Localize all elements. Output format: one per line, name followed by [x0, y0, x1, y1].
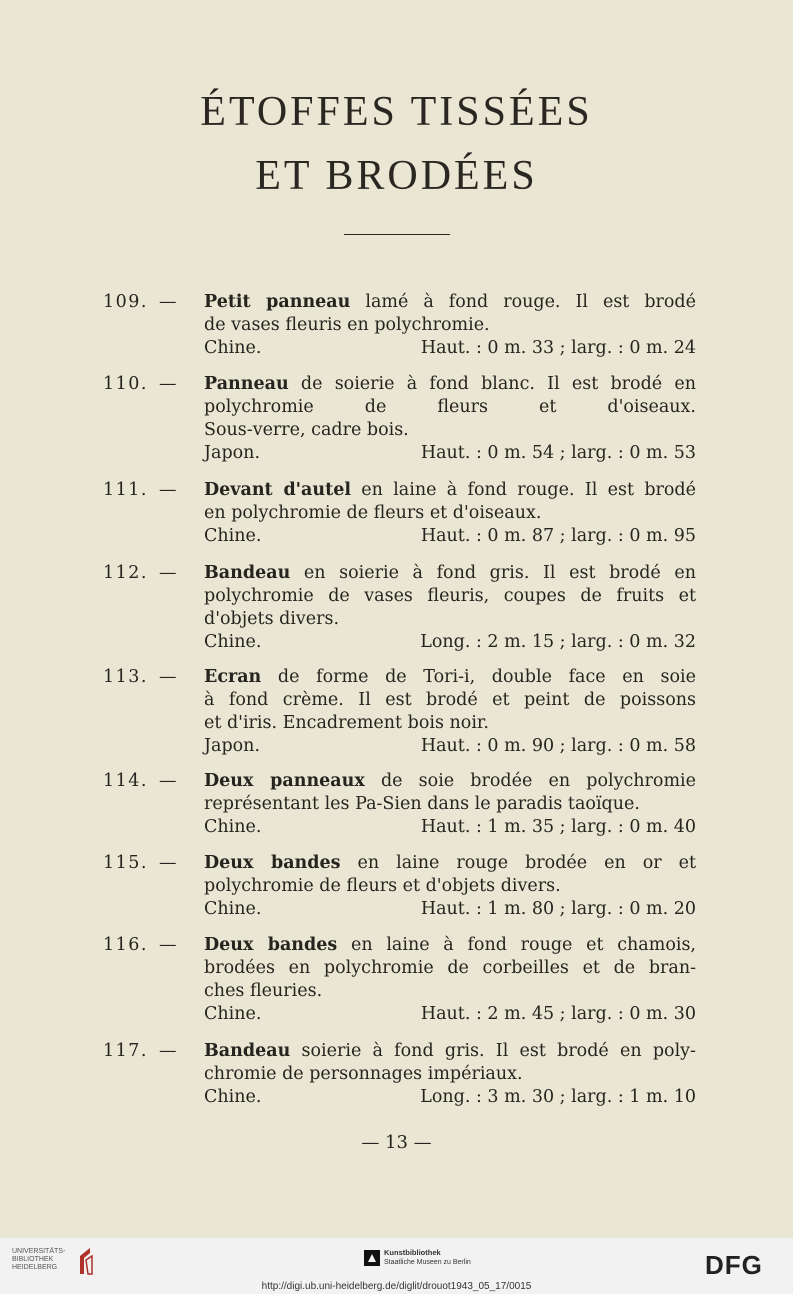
lot-heading: Deux bandes: [204, 935, 338, 955]
lot-number: 113.: [103, 667, 148, 687]
lot-heading: Panneau: [204, 374, 289, 394]
lot-dimensions: Long. : 3 m. 30 ; larg. : 1 m. 10: [420, 1087, 696, 1107]
description-text: lamé à fond rouge. Il est brodé: [365, 292, 696, 312]
origin-dimensions-row: [204, 631, 696, 654]
origin-dimensions-row: [204, 898, 696, 921]
lot-dash: —: [159, 667, 177, 687]
lot-origin: Chine.: [204, 817, 262, 837]
digitization-footer: [0, 1238, 793, 1294]
lot-number: 117.: [103, 1041, 148, 1061]
description-line: à fond crème. Il est brodé et peint de poissons: [204, 690, 696, 710]
lot-heading: Deux panneaux: [204, 771, 365, 791]
lot-description: [204, 934, 696, 1026]
lot-origin: Japon.: [204, 443, 261, 463]
ub-line: BIBLIOTHEK: [12, 1256, 54, 1263]
description-line: en polychromie de fleurs et d'oiseaux.: [204, 503, 542, 523]
description-line: [204, 479, 696, 502]
lot-heading: Devant d'autel: [204, 480, 351, 500]
description-line: polychromie de fleurs et d'oiseaux.: [204, 397, 696, 417]
dfg-logo: DFG: [705, 1250, 763, 1280]
lot-description: [204, 770, 696, 839]
description-line: représentant les Pa-Sien dans le paradis taoïque.: [204, 794, 640, 814]
description-line: d'objets divers.: [204, 609, 340, 629]
origin-dimensions-row: [204, 1086, 696, 1109]
lot-dimensions: Haut. : 0 m. 33 ; larg. : 0 m. 24: [420, 338, 696, 358]
lot-heading: Bandeau: [204, 563, 291, 583]
lot-dash: —: [159, 771, 177, 791]
lot-number: 109.: [103, 292, 148, 312]
lot-heading: Bandeau: [204, 1041, 291, 1061]
description-text: soierie à fond gris. Il est brodé en poly-: [301, 1041, 696, 1061]
lot-description: [204, 666, 696, 758]
lot-description: [204, 1040, 696, 1109]
description-text: de soie brodée en polychromie: [380, 771, 696, 791]
source-url[interactable]: http://digi.ub.uni-heidelberg.de/diglit/drouot1943_05_17/0015: [261, 1281, 532, 1292]
lot-dimensions: Haut. : 2 m. 45 ; larg. : 0 m. 30: [420, 1004, 696, 1024]
ub-heidelberg-label: [12, 1248, 65, 1272]
description-line: Sous-verre, cadre bois.: [204, 420, 409, 440]
lot-number: 111.: [103, 480, 148, 500]
lot-dimensions: Haut. : 1 m. 35 ; larg. : 0 m. 40: [420, 817, 696, 837]
page-number: — 13 —: [361, 1132, 432, 1153]
lot-description: [204, 852, 696, 921]
description-line: [204, 770, 696, 793]
lot-origin: Japon.: [204, 736, 261, 756]
title-divider: [344, 234, 450, 235]
description-line: [204, 666, 696, 689]
description-line: [204, 562, 696, 585]
description-line: [204, 852, 696, 875]
description-line: [204, 291, 696, 314]
origin-dimensions-row: [204, 735, 696, 758]
lot-dimensions: Haut. : 1 m. 80 ; larg. : 0 m. 20: [420, 899, 696, 919]
lot-number: 114.: [103, 771, 148, 791]
lot-description: [204, 373, 696, 465]
lot-description: [204, 562, 696, 654]
lot-number: 116.: [103, 935, 148, 955]
lot-origin: Chine.: [204, 899, 262, 919]
description-line: [204, 934, 696, 957]
page-title-line-2: ET BRODÉES: [255, 153, 538, 199]
page-title-line-1: ÉTOFFES TISSÉES: [200, 89, 593, 135]
lot-number: 115.: [103, 853, 148, 873]
description-text: de soierie à fond blanc. Il est brodé en: [300, 374, 696, 394]
lot-dash: —: [159, 1041, 177, 1061]
lot-number: 110.: [103, 374, 148, 394]
description-line: chromie de personnages impériaux.: [204, 1064, 523, 1084]
kunstbibliothek-label: [384, 1248, 471, 1267]
description-line: [204, 373, 696, 396]
lot-heading: Ecran: [204, 667, 262, 687]
origin-dimensions-row: [204, 442, 696, 465]
description-line: et d'iris. Encadrement bois noir.: [204, 713, 489, 733]
origin-dimensions-row: [204, 816, 696, 839]
description-text: de forme de Tori-i, double face en soie: [277, 667, 696, 687]
lot-dash: —: [159, 292, 177, 312]
kunstbibliothek-logo-icon: [364, 1250, 380, 1266]
lot-dash: —: [159, 480, 177, 500]
lot-dimensions: Haut. : 0 m. 90 ; larg. : 0 m. 58: [420, 736, 696, 756]
lot-origin: Chine.: [204, 1087, 262, 1107]
description-line: brodées en polychromie de corbeilles et de bran-: [204, 958, 696, 978]
lot-description: [204, 291, 696, 360]
lot-origin: Chine.: [204, 526, 262, 546]
ub-heidelberg-logo-icon: [76, 1246, 94, 1276]
lot-origin: Chine.: [204, 338, 262, 358]
kb-title: Kunstbibliothek: [384, 1248, 441, 1257]
description-text: en laine rouge brodée en or et: [357, 853, 696, 873]
lot-dash: —: [159, 374, 177, 394]
origin-dimensions-row: [204, 525, 696, 548]
lot-dash: —: [159, 853, 177, 873]
origin-dimensions-row: [204, 337, 696, 360]
lot-heading: Petit panneau: [204, 292, 351, 312]
lot-dimensions: Long. : 2 m. 15 ; larg. : 0 m. 32: [420, 632, 696, 652]
lot-dimensions: Haut. : 0 m. 54 ; larg. : 0 m. 53: [420, 443, 696, 463]
origin-dimensions-row: [204, 1003, 696, 1026]
lot-dimensions: Haut. : 0 m. 87 ; larg. : 0 m. 95: [420, 526, 696, 546]
kb-subtitle: Staatliche Museen zu Berlin: [384, 1259, 471, 1266]
description-line: polychromie de fleurs et d'objets divers.: [204, 876, 561, 896]
description-line: [204, 1040, 696, 1063]
lot-dash: —: [159, 563, 177, 583]
description-line: de vases fleuris en polychromie.: [204, 315, 490, 335]
description-line: polychromie de vases fleuris, coupes de fruits et: [204, 586, 696, 606]
lot-description: [204, 479, 696, 548]
description-text: en laine à fond rouge et chamois,: [350, 935, 696, 955]
description-text: en soierie à fond gris. Il est brodé en: [303, 563, 696, 583]
description-line: ches fleuries.: [204, 981, 323, 1001]
lot-number: 112.: [103, 563, 148, 583]
description-text: en laine à fond rouge. Il est brodé: [361, 480, 696, 500]
lot-dash: —: [159, 935, 177, 955]
ub-line: HEIDELBERG: [12, 1264, 58, 1271]
lot-origin: Chine.: [204, 632, 262, 652]
lot-heading: Deux bandes: [204, 853, 341, 873]
ub-line: UNIVERSITÄTS-: [12, 1248, 66, 1255]
lot-origin: Chine.: [204, 1004, 262, 1024]
